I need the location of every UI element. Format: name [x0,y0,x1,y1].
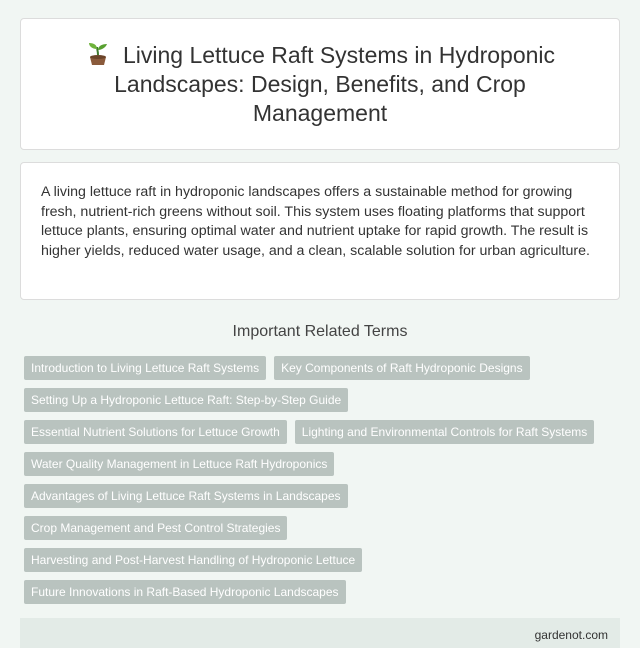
summary-card [20,162,620,300]
related-term-tag[interactable]: Harvesting and Post-Harvest Handling of Hydroponic Lettuce [24,548,362,572]
related-term-tag[interactable]: Water Quality Management in Lettuce Raft Hydroponics [24,452,334,476]
footer-site-link[interactable]: gardenot.com [534,628,608,642]
related-term-tag[interactable]: Setting Up a Hydroponic Lettuce Raft: Step-by-Step Guide [24,388,348,412]
related-term-tag[interactable]: Crop Management and Pest Control Strategies [24,516,287,540]
related-term-tag[interactable]: Future Innovations in Raft-Based Hydroponic Landscapes [24,580,346,604]
related-term-tag[interactable]: Advantages of Living Lettuce Raft Systems in Landscapes [24,484,348,508]
sprout-icon [85,41,111,67]
related-term-tag[interactable]: Introduction to Living Lettuce Raft Systems [24,356,266,380]
related-term-tag[interactable]: Essential Nutrient Solutions for Lettuce Growth [24,420,287,444]
related-terms-heading: Important Related Terms [232,323,408,340]
related-terms-list [20,356,620,612]
related-term-tag[interactable]: Lighting and Environmental Controls for Raft Systems [295,420,594,444]
page-title [51,41,589,128]
summary-text: A living lettuce raft in hydroponic landscapes offers a sustainable method for growing fresh, nutrient-rich greens without soil. This system uses floating platforms that support lettuce plants, ensuring optimal water and nutrient uptake for rapid growth. The result is higher yields, reduced water usage, and a clean, scalable solution for urban agriculture. [41,184,590,259]
page-title-text: Living Lettuce Raft Systems in Hydroponic Landscapes: Design, Benefits, and Crop Management [114,41,556,126]
title-card [20,18,620,150]
related-term-tag[interactable]: Key Components of Raft Hydroponic Designs [274,356,529,380]
footer [20,618,620,648]
